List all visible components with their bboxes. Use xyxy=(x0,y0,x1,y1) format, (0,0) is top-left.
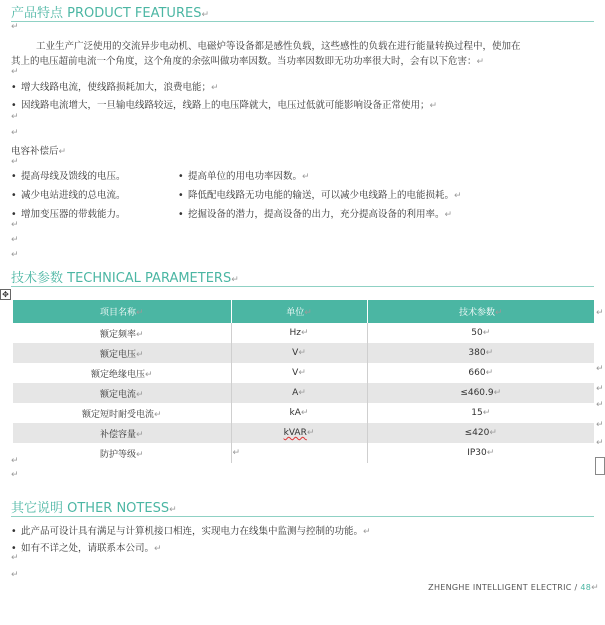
column-header: 单位↵ xyxy=(231,300,367,323)
row-end-mark: ↵ xyxy=(596,384,604,394)
params-heading-rule xyxy=(11,286,594,287)
table-cell: 额定电压↵ xyxy=(13,343,231,363)
return-mark: ↵ xyxy=(11,470,19,480)
after-compensation-label: 电容补偿后↵ xyxy=(11,146,67,157)
column-header: 技术参数↵ xyxy=(367,300,594,323)
table-cell: 补偿容量↵ xyxy=(13,423,231,443)
return-mark: ↵ xyxy=(11,570,19,580)
return-mark: ↵ xyxy=(11,22,19,32)
table-cell: ≤420↵ xyxy=(367,423,594,443)
table-row xyxy=(13,323,594,343)
table-row xyxy=(13,443,594,463)
table-cell: 50↵ xyxy=(471,328,491,338)
table-cell: V↵ xyxy=(231,343,367,363)
row-end-mark: ↵ xyxy=(596,308,604,318)
benefit-left-item: • 提高母线及馈线的电压。 xyxy=(11,171,126,182)
row-end-mark: ↵ xyxy=(596,438,604,448)
table-cell: Hz↵ xyxy=(231,323,367,343)
table-cell: 额定绝缘电压↵ xyxy=(13,363,231,383)
features-heading-rule xyxy=(11,21,594,22)
benefit-right-item: • 提高单位的用电功率因数。↵ xyxy=(178,171,310,182)
table-cell: 额定短时耐受电流↵ xyxy=(13,403,231,423)
table-cell: kVAR↵ xyxy=(231,423,367,443)
return-mark: ↵ xyxy=(11,128,19,138)
table-header-row xyxy=(13,300,594,323)
table-cell: IP30↵ xyxy=(467,448,495,458)
footer-company: ZHENGHE INTELLIGENT ELECTRIC / xyxy=(428,583,578,592)
table-cell: 额定频率↵ xyxy=(13,323,231,343)
table-row xyxy=(13,363,594,383)
table-cell: 15↵ xyxy=(471,408,491,418)
benefit-right-item: • 降低配电线路无功电能的输送，可以减少电线路上的电能损耗。↵ xyxy=(178,190,462,201)
table-cell: kA↵ xyxy=(231,403,367,423)
return-mark: ↵ xyxy=(11,553,19,563)
table-cell: A↵ xyxy=(231,383,367,403)
row-end-mark: ↵ xyxy=(596,364,604,374)
table-row xyxy=(13,383,594,403)
row-end-mark: ↵ xyxy=(596,400,604,410)
return-mark: ↵ xyxy=(11,235,19,245)
parameters-table xyxy=(13,300,594,463)
return-mark: ↵ xyxy=(11,250,19,260)
benefit-left-item: • 增加变压器的带载能力。 xyxy=(11,209,126,220)
table-cell: ↵ xyxy=(231,443,367,463)
page-footer: ZHENGHE INTELLIGENT ELECTRIC / 48↵ xyxy=(428,583,599,593)
features-heading: 产品特点 PRODUCT FEATURES↵ xyxy=(11,6,209,21)
intro-line-2: 其上的电压超前电流一个角度，这个角度的余弦叫做功率因数。当功率因数即无功功率很大时，会有以下危害：↵ xyxy=(11,56,485,67)
table-move-handle-icon[interactable]: ✥ xyxy=(0,289,11,300)
return-mark: ↵ xyxy=(11,456,19,466)
notes-heading: 其它说明 OTHER NOTESS↵ xyxy=(11,501,177,516)
benefit-left-item: • 减少电站进线的总电流。 xyxy=(11,190,126,201)
table-cell: 额定电流↵ xyxy=(13,383,231,403)
table-row xyxy=(13,403,594,423)
benefit-right-item: • 挖掘设备的潜力，提高设备的出力，充分提高设备的利用率。↵ xyxy=(178,209,453,220)
page-number: 48 xyxy=(580,583,592,592)
table-row xyxy=(13,423,594,443)
table-cell: 660↵ xyxy=(468,368,494,378)
params-heading: 技术参数 TECHNICAL PARAMETERS↵ xyxy=(11,271,239,286)
note-item: • 如有不详之处，请联系本公司。↵ xyxy=(11,543,162,554)
return-mark: ↵ xyxy=(11,67,19,77)
hazard-item: • 因线路电流增大，一旦输电线路较远，线路上的电压降就大，电压过低就可能影响设备正常使用；↵ xyxy=(11,100,438,111)
column-header: 项目名称↵ xyxy=(13,300,231,323)
intro-line-1: 工业生产广泛使用的交流异步电动机、电磁炉等设备都是感性负载，这些感性的负载在进行能量转换过程中，使加在 xyxy=(36,41,521,52)
table-cell: ≤460.9↵ xyxy=(367,383,594,403)
table-resize-handle-icon[interactable] xyxy=(595,457,605,475)
table-cell: V↵ xyxy=(231,363,367,383)
hazard-item: • 增大线路电流，使线路损耗加大，浪费电能；↵ xyxy=(11,82,219,93)
row-end-mark: ↵ xyxy=(596,420,604,430)
table-cell: 380↵ xyxy=(367,343,594,363)
notes-heading-rule xyxy=(11,516,594,517)
note-item: • 此产品可设计具有满足与计算机接口相连，实现电力在线集中监测与控制的功能。↵ xyxy=(11,526,371,537)
return-mark: ↵ xyxy=(11,157,19,167)
return-mark: ↵ xyxy=(11,112,19,122)
return-mark: ↵ xyxy=(11,220,19,230)
table-row xyxy=(13,343,594,363)
table-cell: 防护等级↵ xyxy=(13,443,231,463)
